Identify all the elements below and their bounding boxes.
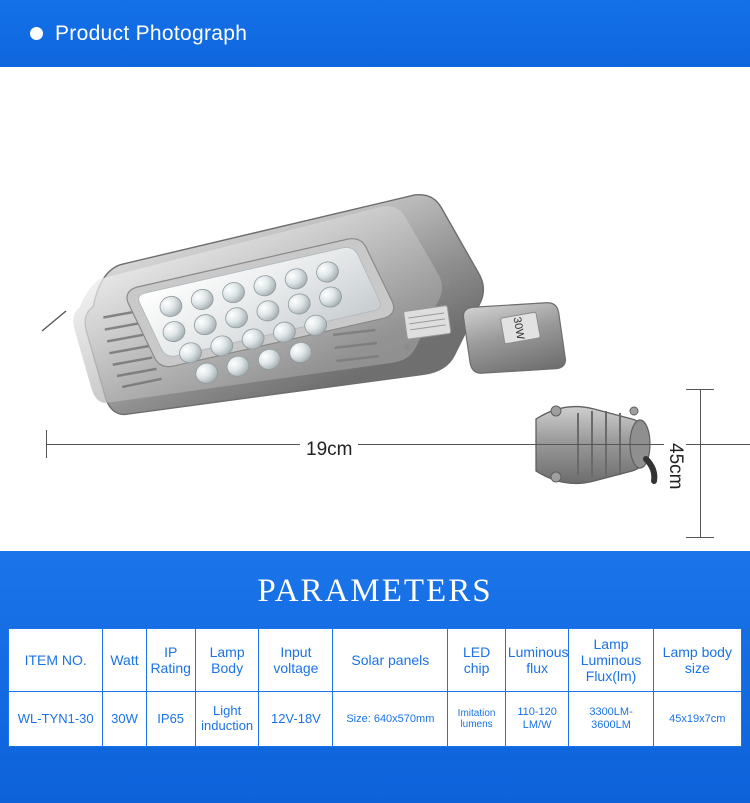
page-title: Product Photograph: [55, 21, 248, 45]
column-header-watt: Watt: [103, 629, 146, 692]
height-dimension-label: 45cm: [664, 437, 686, 495]
column-header-item-no: ITEM NO.: [9, 629, 103, 692]
column-header-lamp-luminous-flux: Lamp Luminous Flux(lm): [569, 629, 653, 692]
specifications-table: [8, 628, 742, 747]
height-dimension-cap-bottom: [686, 537, 714, 538]
cell-luminous-flux: 110-120 LM/W: [505, 692, 569, 747]
cell-solar-panels: Size: 640x570mm: [333, 692, 448, 747]
cell-watt: 30W: [103, 692, 146, 747]
svg-text:30W: 30W: [510, 316, 527, 341]
section-header: [0, 0, 750, 67]
cell-lamp-body: Light induction: [195, 692, 259, 747]
parameters-title: PARAMETERS: [257, 573, 493, 609]
column-header-led-chip: LED chip: [448, 629, 505, 692]
width-dimension-label: 19cm: [300, 439, 358, 461]
parameters-section: [0, 551, 750, 803]
table-row: [9, 692, 742, 747]
cell-item-no: WL-TYN1-30: [9, 692, 103, 747]
column-header-lamp-body: Lamp Body: [195, 629, 259, 692]
product-photograph: [0, 67, 750, 551]
cell-ip-rating: IP65: [146, 692, 195, 747]
column-header-ip-rating: IP Rating: [146, 629, 195, 692]
column-header-luminous-flux: Luminous flux: [505, 629, 569, 692]
column-header-input-voltage: Input voltage: [259, 629, 333, 692]
column-header-solar-panels: Solar panels: [333, 629, 448, 692]
cell-led-chip: Imitation lumens: [448, 692, 505, 747]
cell-lamp-body-size: 45x19x7cm: [653, 692, 741, 747]
cell-input-voltage: 12V-18V: [259, 692, 333, 747]
bottom-left-guide: [40, 317, 340, 457]
cell-lamp-luminous-flux: 3300LM-3600LM: [569, 692, 653, 747]
height-dimension-line: [700, 389, 701, 537]
product-photo-area: [0, 67, 750, 551]
dot-icon: [30, 27, 43, 40]
table-header-row: [9, 629, 742, 692]
column-header-lamp-body-size: Lamp body size: [653, 629, 741, 692]
height-dimension-cap-top: [686, 389, 714, 390]
